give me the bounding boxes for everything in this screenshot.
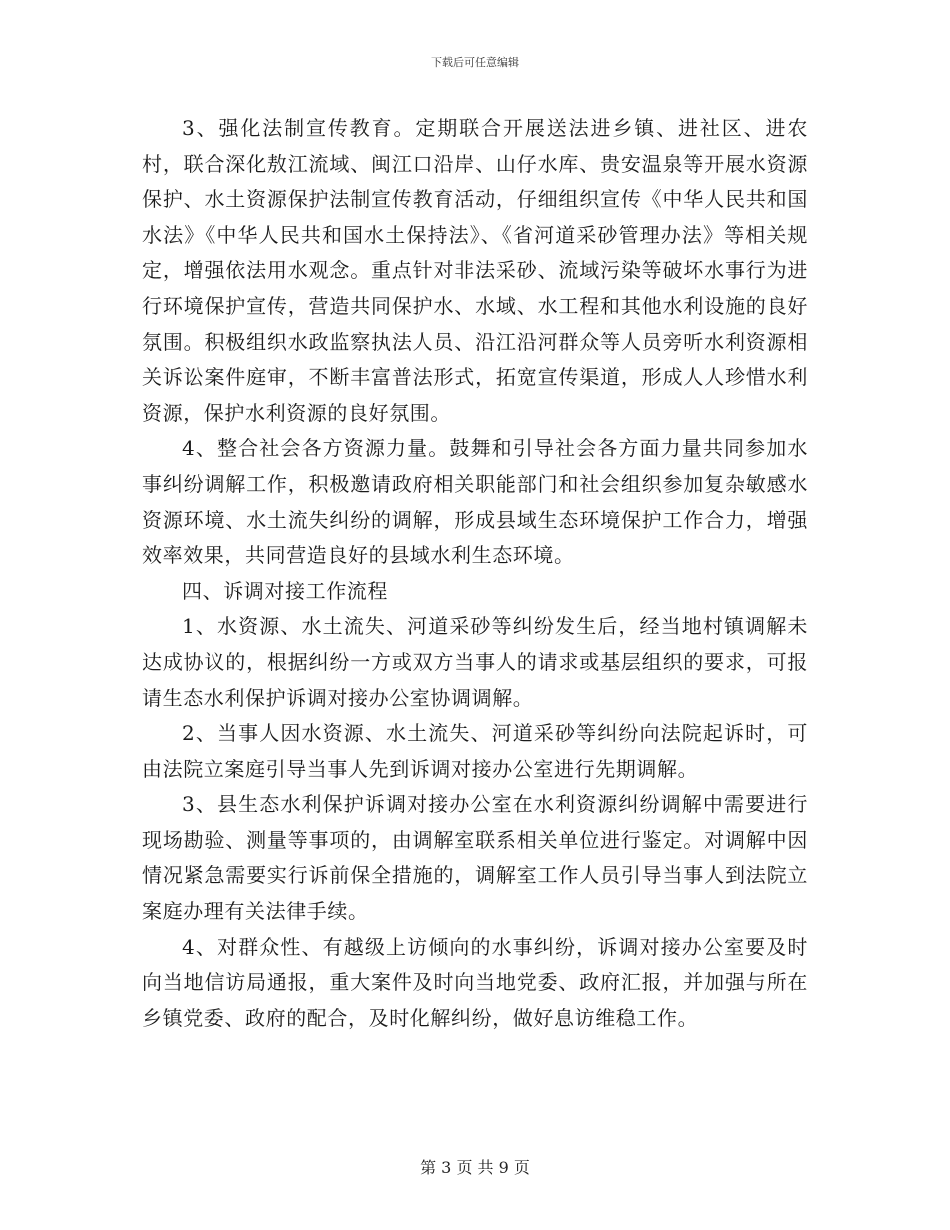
page-number-footer: 第 3 页 共 9 页: [420, 1158, 530, 1177]
paragraph-workflow-3: 3、县生态水利保护诉调对接办公室在水利资源纠纷调解中需要进行现场勘验、测量等事项的，由调解室联系相关单位进行鉴定。对调解中因情况紧急需要实行诉前保全措施的，调解室工作人员引导当事人到法院立案庭办理有关法律手续。: [142, 792, 808, 924]
paragraph-workflow-1: 1、水资源、水土流失、河道采砂等纠纷发生后，经当地村镇调解未达成协议的，根据纠纷一方或双方当事人的请求或基层组织的要求，可报请生态水利保护诉调对接办公室协调调解。: [142, 614, 808, 710]
section-heading-workflow: 四、诉调对接工作流程: [182, 578, 388, 603]
document-body: [142, 111, 808, 1036]
paragraph-social-resources: 4、整合社会各方资源力量。鼓舞和引导社会各方面力量共同参加水事纠纷调解工作，积极邀请政府相关职能部门和社会组织参加复杂敏感水资源环境、水土流失纠纷的调解，形成县域生态环境保护工作合力，增强效率效果，共同营造良好的县域水利生态环境。: [142, 436, 808, 568]
paragraph-workflow-4: 4、对群众性、有越级上访倾向的水事纠纷，诉调对接办公室要及时向当地信访局通报，重大案件及时向当地党委、政府汇报，并加强与所在乡镇党委、政府的配合，及时化解纠纷，做好息访维稳工作。: [142, 934, 808, 1030]
paragraph-workflow-2: 2、当事人因水资源、水土流失、河道采砂等纠纷向法院起诉时，可由法院立案庭引导当事人先到诉调对接办公室进行先期调解。: [142, 721, 808, 781]
page-header: 下载后可任意编辑: [431, 56, 519, 69]
paragraph-legal-education: 3、强化法制宣传教育。定期联合开展送法进乡镇、进社区、进农村，联合深化敖江流域、闽江口沿岸、山仔水库、贵安温泉等开展水资源保护、水土资源保护法制宣传教育活动，仔细组织宣传《中华人民共和国水法》《中华人民共和国水土保持法》、《省河道采砂管理办法》等相关规定，增强依法用水观念。重点针对非法采砂、流域污染等破坏水事行为进行环境保护宣传，营造共同保护水、水域、水工程和其他水利设施的良好氛围。积极组织水政监察执法人员、沿江沿河群众等人员旁听水利资源相关诉讼案件庭审，不断丰富普法形式，拓宽宣传渠道，形成人人珍惜水利资源，保护水利资源的良好氛围。: [142, 116, 808, 425]
